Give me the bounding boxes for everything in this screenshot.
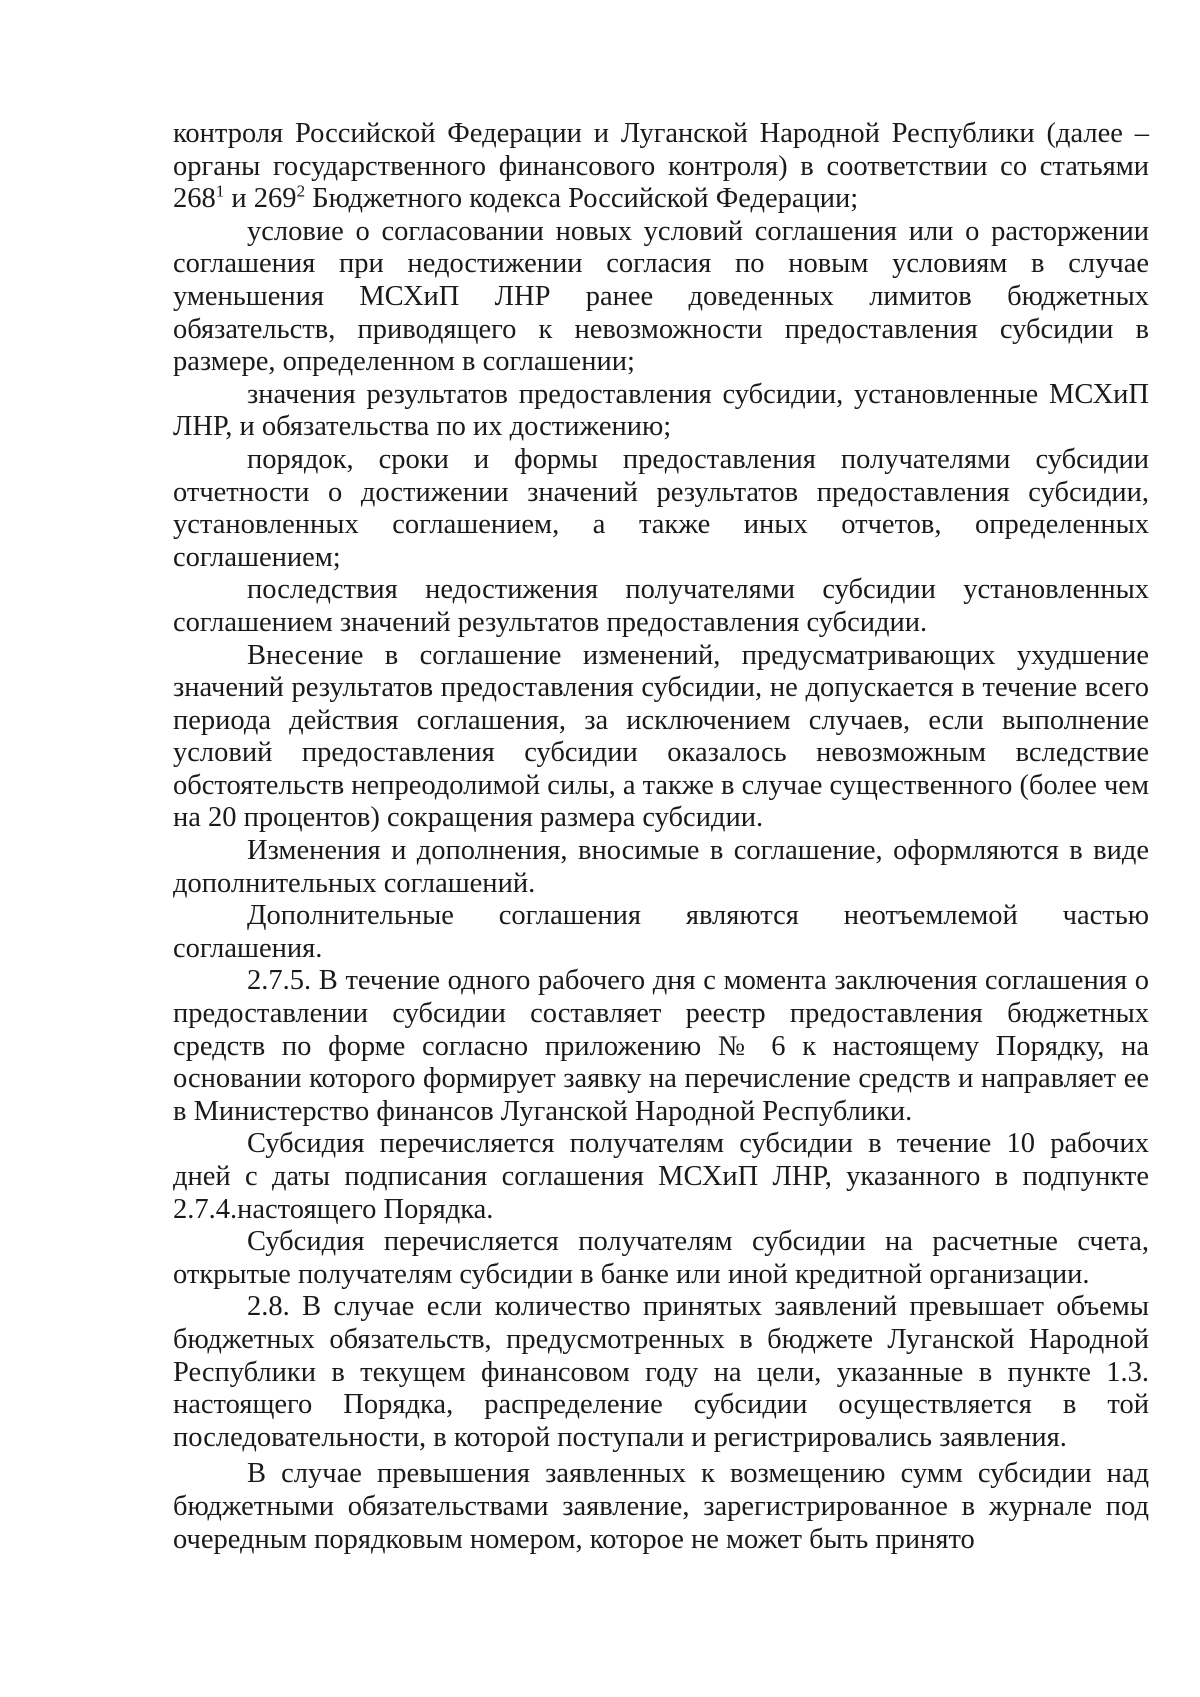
document-body [173, 118, 1149, 1556]
paragraph-non-achievement-consequences: последствия недостижения получателями субсидии установленных соглашением значений результатов предоставления субсидии. [173, 574, 1149, 638]
paragraph-amendments-restriction: Внесение в соглашение изменений, предусматривающих ухудшение значений результатов предоставления субсидии, не допускается в течение всего периода действия соглашения, за исключением случаев, если выполнение условий предоставления субсидии оказалось невозможным вследствие обстоятельств непреодолимой силы, а также в случае существенного (более чем на 20 процентов) сокращения размера субсидии. [173, 639, 1149, 834]
paragraph-intro-part1: контроля Российской Федерации и Луганской Народной Республики (далее – органы государственного финансового контроля) в соответствии со статьями 268 [173, 118, 1149, 215]
paragraph-excess-claims: В случае превышения заявленных к возмещению сумм субсидии над бюджетными обязательствами заявление, зарегистрированное в журнале под очередным порядковым номером, которое не может быть принято [173, 1458, 1149, 1555]
superscript-2: 2 [296, 181, 306, 201]
paragraph-intro [173, 118, 1149, 216]
paragraph-reporting-procedure: порядок, сроки и формы предоставления получателями субсидии отчетности о достижении значений результатов предоставления субсидии, установленных соглашением, а также иных отчетов, определенных соглашением; [173, 443, 1149, 573]
paragraph-agreement-termination-condition: условие о согласовании новых условий соглашения или о расторжении соглашения при недостижении согласия по новым условиям в случае уменьшения МСХиП ЛНР ранее доведенных лимитов бюджетных обязательств, приводящего к невозможности предоставления субсидии в размере, определенном в соглашении; [173, 215, 1149, 378]
paragraph-2-7-5: 2.7.5. В течение одного рабочего дня с момента заключения соглашения о предоставлении субсидии составляет реестр предоставления бюджетных средств по форме согласно приложению № 6 к настоящему Порядку, на основании которого формирует заявку на перечисление средств и направляет ее в Министерство финансов Луганской Народной Республики. [173, 965, 1149, 1127]
paragraph-supplementary-integral-part: Дополнительные соглашения являются неотъемлемой частью соглашения. [173, 900, 1149, 964]
paragraph-2-8: 2.8. В случае если количество принятых заявлений превышает объемы бюджетных обязательств, предусмотренных в бюджете Луганской Народной Республики в текущем финансовом году на цели, указанные в пункте 1.3. настоящего Порядка, распределение субсидии осуществляется в той последовательности, в которой поступали и регистрировались заявления. [173, 1291, 1149, 1453]
paragraph-subsidy-transfer-accounts: Субсидия перечисляется получателям субсидии на расчетные счета, открытые получателям субсидии в банке или иной кредитной организации. [173, 1226, 1149, 1290]
paragraph-subsidy-transfer-term: Субсидия перечисляется получателям субсидии в течение 10 рабочих дней с даты подписания соглашения МСХиП ЛНР, указанного в подпункте 2.7.4.настоящего Порядка. [173, 1128, 1149, 1225]
paragraph-intro-part2: и 269 [224, 183, 297, 215]
superscript-1: 1 [215, 181, 225, 201]
paragraph-intro-part3: Бюджетного кодекса Российской Федерации; [305, 183, 859, 215]
paragraph-result-values: значения результатов предоставления субсидии, установленные МСХиП ЛНР, и обязательства по их достижению; [173, 378, 1149, 443]
paragraph-supplementary-agreements: Изменения и дополнения, вносимые в соглашение, оформляются в виде дополнительных соглашений. [173, 835, 1149, 899]
